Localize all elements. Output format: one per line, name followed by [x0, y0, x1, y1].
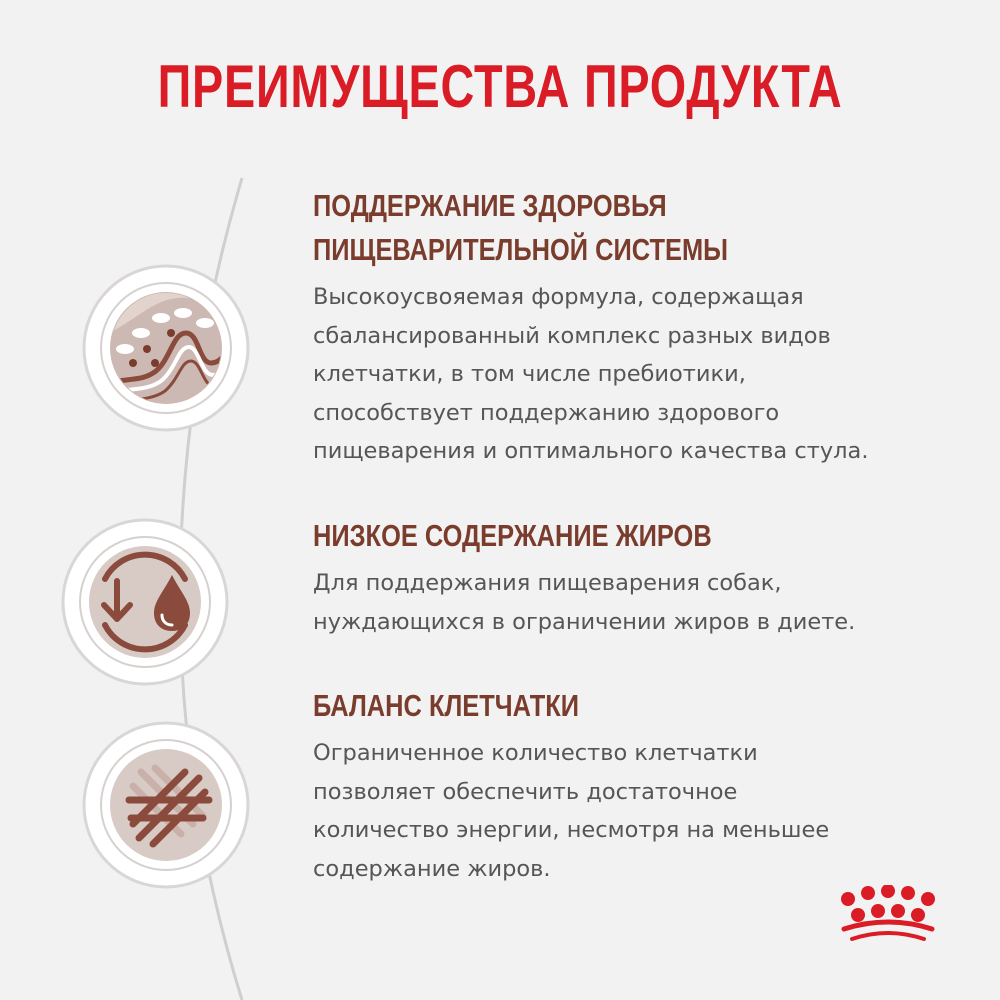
feature-text-line: количество энергии, несмотря на меньшее — [313, 817, 830, 843]
feature-description — [313, 564, 973, 641]
feature-title-line: БАЛАНС КЛЕТЧАТКИ — [313, 688, 580, 723]
feature-text-line: Ограниченное количество клетчатки — [313, 740, 758, 766]
page-title: ПРЕИМУЩЕСТВА ПРОДУКТА — [157, 53, 843, 120]
intestine-wave-icon — [81, 263, 251, 437]
feature-description — [313, 278, 973, 471]
feature-text-line: Высокоусвояемая формула, содержащая — [313, 284, 804, 310]
royal-canin-crown-logo — [832, 885, 942, 949]
feature-low-fat — [313, 514, 973, 641]
feature-digestive-health — [313, 184, 973, 471]
fiber-weave-icon — [81, 720, 251, 894]
feature-title — [313, 684, 854, 728]
low-fat-arrow-drop-icon — [60, 517, 230, 691]
feature-text-line: Для поддержания пищеварения собак, — [313, 570, 782, 596]
feature-description — [313, 734, 973, 888]
feature-title — [313, 514, 854, 558]
feature-title — [313, 184, 854, 272]
feature-text-line: сбалансированный комплекс разных видов — [313, 322, 831, 349]
feature-text-line: позволяет обеспечить достаточное — [313, 778, 738, 805]
feature-text-line: клетчатки, в том числе пребиотики, — [313, 361, 746, 387]
feature-text-line: содержание жиров. — [313, 855, 551, 882]
feature-text-line: нуждающихся в ограничении жиров в диете. — [313, 608, 856, 635]
feature-text-line: пищеварения и оптимального качества стула. — [313, 438, 869, 464]
feature-title-line: ПОДДЕРЖАНИЕ ЗДОРОВЬЯ — [313, 188, 667, 223]
feature-title-line: ПИЩЕВАРИТЕЛЬНОЙ СИСТЕМЫ — [313, 232, 729, 267]
feature-text-line: способствует поддержанию здорового — [313, 399, 780, 426]
feature-title-line: НИЗКОЕ СОДЕРЖАНИЕ ЖИРОВ — [313, 518, 712, 553]
feature-fiber-balance — [313, 684, 973, 888]
